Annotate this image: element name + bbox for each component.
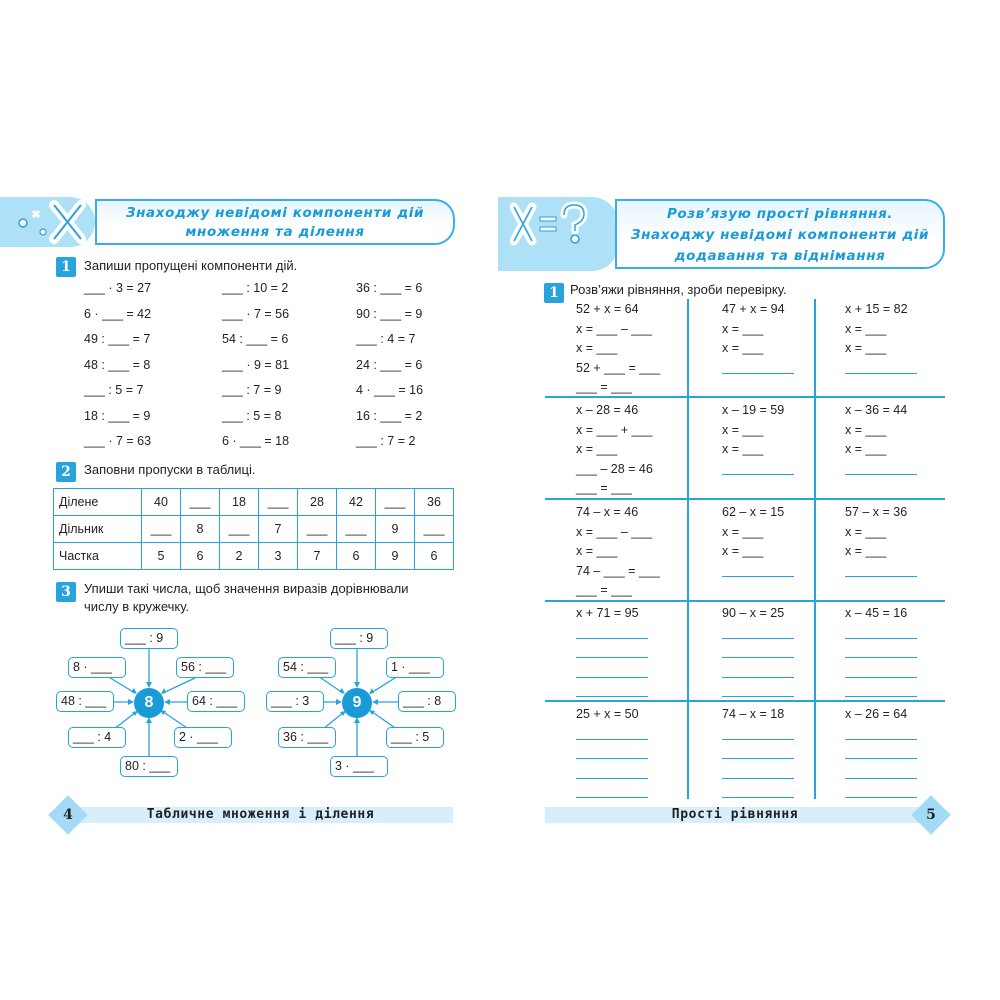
star-2-expression-box: 1 · ___	[386, 657, 444, 678]
equation-item: 36 : ___ = 6	[356, 281, 423, 295]
table-cell: 18	[220, 489, 259, 516]
equation-item: ___ : 7 = 2	[356, 434, 416, 448]
equation-grid-hline-2	[545, 498, 945, 500]
table-cell: 6	[337, 543, 376, 570]
answer-line	[576, 758, 648, 759]
table-cell: 7	[259, 516, 298, 543]
equation-cell-line: ___ – 28 = 46	[576, 461, 653, 476]
equation-cell-line: x = ___	[722, 321, 764, 336]
equation-item: ___ · 7 = 56	[222, 306, 290, 321]
star-2-expression-box: ___ : 5	[386, 727, 444, 748]
right-section-title	[615, 199, 945, 269]
equation-cell-line: x – 36 = 44	[845, 403, 908, 417]
equation-cell-line: x = ___	[576, 442, 618, 456]
table-cell: ___	[298, 516, 337, 543]
right-title-line-1: Розв’язую прості рівняння.	[666, 206, 894, 222]
equation-cell-line: x – 45 = 16	[845, 606, 908, 620]
answer-line	[845, 373, 917, 374]
table-row-label: Частка	[54, 543, 142, 570]
equation-cell-line: ___ = ___	[576, 380, 632, 394]
left-title-line-2: множення та ділення	[185, 224, 365, 240]
answer-line	[576, 739, 648, 740]
right-title-line-3: додавання та віднімання	[674, 248, 886, 264]
equation-cell-line: x + 71 = 95	[576, 606, 639, 620]
answer-line	[722, 758, 794, 759]
table-row-label: Дільник	[54, 516, 142, 543]
table-cell: ___	[181, 489, 220, 516]
equation-cell-line: 57 – x = 36	[845, 505, 908, 519]
answer-line	[722, 373, 794, 374]
equation-item: 24 : ___ = 6	[356, 357, 423, 372]
answer-line	[722, 657, 794, 658]
table-cell: 9	[376, 543, 415, 570]
equation-cell-line: x = ___ + ___	[576, 422, 653, 437]
table-cell: 5	[142, 543, 181, 570]
equation-item: ___ · 7 = 63	[84, 434, 152, 448]
answer-line	[576, 657, 648, 658]
answer-line	[845, 758, 917, 759]
equation-item: 6 · ___ = 42	[84, 306, 152, 321]
answer-line	[845, 677, 917, 678]
right-page	[490, 0, 1000, 1000]
equation-item: ___ : 5 = 8	[222, 408, 282, 423]
equation-item: ___ : 7 = 9	[222, 383, 282, 397]
answer-line	[576, 638, 648, 639]
star-2-expression-box: 36 : ___	[278, 727, 336, 748]
equation-item: 16 : ___ = 2	[356, 408, 423, 423]
equation-cell-line: x = ___ – ___	[576, 524, 653, 539]
equation-cell-line: x = ___	[845, 524, 887, 539]
answer-line	[845, 474, 917, 475]
answer-line	[845, 739, 917, 740]
table-cell: ___	[142, 516, 181, 543]
answer-line	[722, 797, 794, 798]
equation-cell-line: 74 – x = 46	[576, 505, 639, 519]
equation-cell-line: ___ = ___	[576, 481, 632, 495]
answer-line	[576, 797, 648, 798]
answer-line	[722, 696, 794, 697]
equation-cell-line: x = ___	[845, 442, 887, 456]
equation-cell-line: 25 + x = 50	[576, 707, 639, 721]
table-cell: 2	[220, 543, 259, 570]
star-1-expression-box: 48 : ___	[56, 691, 114, 712]
equation-grid-vline-2	[814, 299, 816, 799]
answer-line	[845, 638, 917, 639]
right-page-number: 5	[926, 807, 936, 823]
equation-cell-line: 62 – x = 15	[722, 505, 785, 519]
equation-cell-line: 74 – ___ = ___	[576, 563, 660, 578]
equation-item: ___ · 3 = 27	[84, 281, 152, 295]
equation-item: 4 · ___ = 16	[356, 383, 424, 397]
right-task-1-number: 1	[544, 283, 564, 303]
equation-cell-line: x = ___	[722, 422, 764, 437]
equation-item: ___ : 10 = 2	[222, 281, 289, 295]
table-cell: 7	[298, 543, 337, 570]
table-cell: ___	[337, 516, 376, 543]
equation-cell-line: x = ___	[845, 341, 887, 355]
left-page-number-badge	[48, 795, 88, 835]
right-page-number-badge	[911, 795, 951, 835]
equation-item: ___ : 4 = 7	[356, 332, 416, 346]
answer-line	[722, 576, 794, 577]
star-2-expression-box: 3 · ___	[330, 756, 388, 777]
equation-cell-line: x = ___	[845, 422, 887, 437]
table-cell: 40	[142, 489, 181, 516]
star-1-center-number: 8	[134, 688, 164, 718]
equation-grid-hline-4	[545, 700, 945, 702]
table-cell: 3	[259, 543, 298, 570]
answer-line	[722, 677, 794, 678]
equation-cell-line: ___ = ___	[576, 583, 632, 597]
table-row-label: Ділене	[54, 489, 142, 516]
star-1-expression-box: ___ : 4	[68, 727, 126, 748]
star-1-expression-box: 80 : ___	[120, 756, 178, 777]
answer-line	[845, 778, 917, 779]
equation-cell-line: x + 15 = 82	[845, 302, 908, 316]
equation-grid-hline-3	[545, 600, 945, 602]
equation-cell-line: x = ___	[845, 544, 887, 558]
table-cell: ___	[220, 516, 259, 543]
equation-cell-line: x = ___	[576, 544, 618, 558]
table-cell: 36	[415, 489, 454, 516]
equation-cell-line: x = ___	[845, 321, 887, 336]
left-page	[0, 0, 490, 1000]
answer-line	[845, 576, 917, 577]
table-cell: 28	[298, 489, 337, 516]
equation-cell-line: x – 28 = 46	[576, 403, 639, 417]
equation-grid-vline-1	[687, 299, 689, 799]
equation-logo-icon	[510, 201, 590, 247]
equation-item: 6 · ___ = 18	[222, 434, 290, 448]
equation-cell-line: x = ___	[576, 341, 618, 355]
star-1-expression-box: 2 · ___	[174, 727, 232, 748]
star-2-expression-box: ___ : 9	[330, 628, 388, 649]
equation-cell-line: x = ___	[722, 524, 764, 539]
star-2-center-number: 9	[342, 688, 372, 718]
answer-line	[576, 696, 648, 697]
table-cell: ___	[259, 489, 298, 516]
answer-line	[722, 638, 794, 639]
table-cell: 8	[181, 516, 220, 543]
equation-cell-line: 52 + x = 64	[576, 302, 639, 316]
equation-item: ___ · 9 = 81	[222, 357, 290, 372]
equation-item: 54 : ___ = 6	[222, 332, 289, 346]
table-cell: 6	[181, 543, 220, 570]
table-cell: ___	[415, 516, 454, 543]
equation-cell-line: x = ___	[722, 544, 764, 558]
equation-cell-line: 90 – x = 25	[722, 606, 785, 620]
task-3-instruction-line-1: Упиши такі числа, щоб значення виразів дорівнювали	[84, 581, 409, 596]
left-footer-title: Табличне множення і ділення	[68, 807, 453, 823]
answer-line	[576, 778, 648, 779]
star-1-expression-box: 8 · ___	[68, 657, 126, 678]
answer-line	[722, 474, 794, 475]
table-cell: 6	[415, 543, 454, 570]
answer-line	[845, 797, 917, 798]
equation-cell-line: x = ___ – ___	[576, 321, 653, 336]
star-2-expression-box: ___ : 8	[398, 691, 456, 712]
table-cell: 9	[376, 516, 415, 543]
left-title-line-1: Знаходжу невідомі компоненти дій	[125, 205, 425, 221]
star-diagram-1-arrows	[0, 0, 490, 1000]
answer-line	[576, 677, 648, 678]
right-task-1-instruction: Розв’яжи рівняння, зроби перевірку.	[570, 282, 787, 297]
equation-cell-line: 74 – x = 18	[722, 707, 785, 721]
task-2-instruction: Заповни пропуски в таблиці.	[84, 462, 256, 477]
answer-line	[722, 739, 794, 740]
answer-line	[722, 778, 794, 779]
star-2-expression-box: ___ : 3	[266, 691, 324, 712]
task-3-instruction-line-2: числу в кружечку.	[84, 599, 190, 614]
table-cell: 42	[337, 489, 376, 516]
task-3-number: 3	[56, 582, 76, 602]
equation-item: 90 : ___ = 9	[356, 306, 423, 321]
right-title-line-2: Знаходжу невідомі компоненти дій	[630, 227, 930, 243]
star-1-expression-box: 64 : ___	[187, 691, 245, 712]
equation-cell-line: x – 19 = 59	[722, 403, 785, 417]
equation-item: 48 : ___ = 8	[84, 357, 151, 372]
task-1-instruction: Запиши пропущені компоненти дій.	[84, 258, 298, 273]
answer-line	[845, 657, 917, 658]
star-2-expression-box: 54 : ___	[278, 657, 336, 678]
equation-item: 49 : ___ = 7	[84, 332, 151, 346]
star-1-expression-box: 56 : ___	[176, 657, 234, 678]
equation-cell-line: x = ___	[722, 341, 764, 355]
equation-item: ___ : 5 = 7	[84, 383, 144, 397]
equation-cell-line: x = ___	[722, 442, 764, 456]
table-cell: ___	[376, 489, 415, 516]
right-footer-title: Прості рівняння	[545, 807, 925, 823]
task-1-number: 1	[56, 257, 76, 277]
equation-item: 18 : ___ = 9	[84, 408, 151, 423]
left-page-number: 4	[63, 807, 73, 823]
equation-cell-line: 47 + x = 94	[722, 302, 785, 316]
answer-line	[845, 696, 917, 697]
star-1-expression-box: ___ : 9	[120, 628, 178, 649]
equation-cell-line: x – 26 = 64	[845, 707, 908, 721]
task-2-number: 2	[56, 462, 76, 482]
equation-cell-line: 52 + ___ = ___	[576, 360, 661, 375]
